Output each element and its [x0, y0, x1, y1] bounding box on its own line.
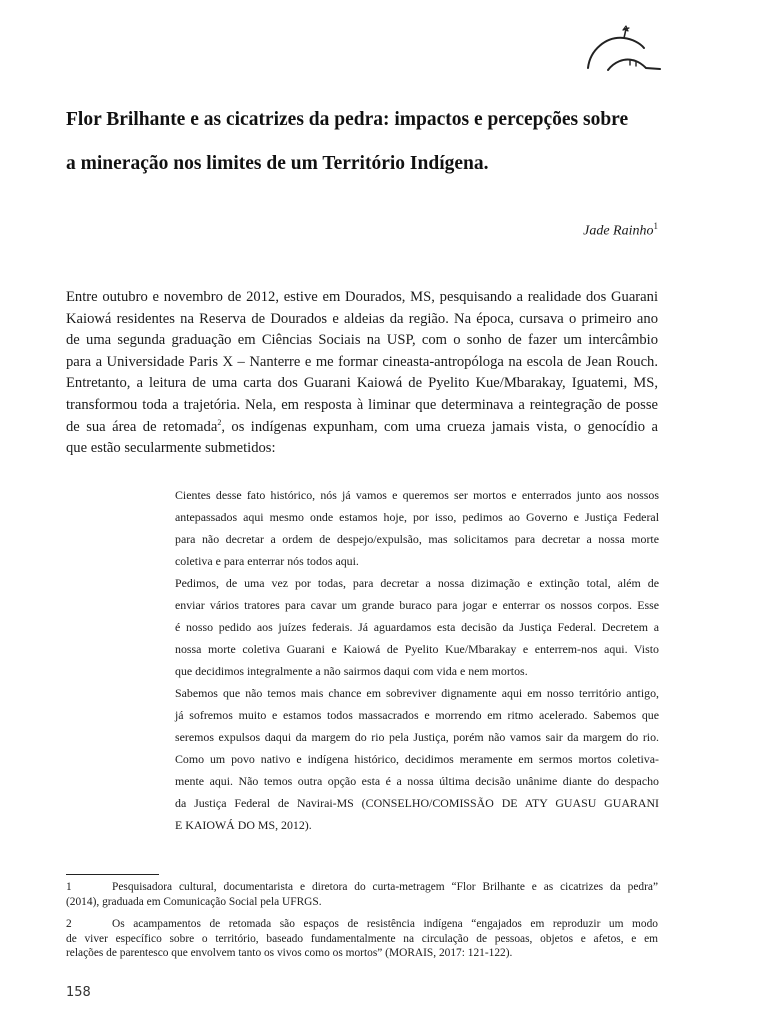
quote-line: da Justiça Federal de Navirai-MS (CONSELHO/COMISSÃO DE ATY GUASU GUARANI [175, 796, 659, 810]
block-quote [175, 484, 659, 836]
quote-line: já sofremos muito e estamos todos massacrados e morrendo em ritmo acelerado. Sabemos que [175, 708, 659, 722]
quote-line: mente aqui. Não temos outra opção esta é a nossa última decisão unânime diante do despacho [175, 774, 659, 788]
footnote-text: Os acampamentos de retomada são espaços de resistência indígena “engajados em reproduzir um modo [112, 918, 658, 931]
footnote-line [66, 880, 658, 895]
footnote-1 [66, 880, 658, 909]
intro-text: , os indígenas expunham, com uma crueza jamais vista, o genocídio a [221, 418, 658, 435]
footnote-line: relações de parentesco que envolvem tanto os vivos como os mortos” (MORAIS, 2017: 121-122). [66, 947, 513, 960]
intro-line: Kaiowá residentes na Reserva de Dourados e aldeias da região. Na época, cursava o primeiro ano [66, 310, 658, 327]
quote-line: Como um povo nativo e indígena histórico, decidimos meramente em sermos mortos coletiva- [175, 752, 659, 766]
intro-line: que estão secularmente submetidos: [66, 440, 276, 457]
quote-line: coletiva e para enterrar nós todos aqui. [175, 554, 359, 568]
quote-line: é nosso pedido aos juízes federais. Já aguardamos esta decisão da Justiça Federal. Decretem a [175, 620, 659, 634]
quote-line: antepassados aqui mesmo onde estamos hoje, por isso, pedimos ao Governo e Justiça Federal [175, 510, 659, 524]
footnote-number: 1 [66, 881, 72, 893]
intro-line: de uma segunda graduação em Ciências Sociais na USP, com o sonho de fazer um intercâmbio [66, 332, 658, 349]
quote-line: nossa morte coletiva Guarani e Kaiowá de Pyelito Kue/Mbarakay e enterrem-nos aqui. Visto [175, 642, 659, 656]
quote-line: Cientes desse fato histórico, nós já vamos e queremos ser mortos e enterrados junto aos nossos [175, 488, 659, 502]
intro-paragraph [66, 287, 658, 460]
footnotes [66, 880, 658, 969]
quote-line: E KAIOWÁ DO MS, 2012). [175, 818, 312, 832]
intro-line: Entre outubro e novembro de 2012, estive em Dourados, MS, pesquisando a realidade dos Guarani [66, 289, 658, 305]
author-footnote-ref: 1 [653, 221, 658, 231]
quote-line: Sabemos que não temos mais chance em sobreviver dignamente aqui em nosso território antigo, [175, 686, 659, 700]
intro-text: de sua área de retomada [66, 418, 218, 435]
quote-line: Pedimos, de uma vez por todas, para decretar a nossa dizimação e extinção total, além de [175, 576, 659, 590]
footnote-line: (2014), graduada em Comunicação Social pela UFRGS. [66, 895, 322, 908]
shooting-star-hill-icon [584, 24, 662, 76]
title-line-1: Flor Brilhante e as cicatrizes da pedra: impactos e percepções sobre [66, 109, 629, 130]
quote-line: para não decretar a ordem de despejo/expulsão, mas solicitamos para decretar a nossa morte [175, 532, 659, 546]
page-number: 158 [66, 985, 91, 1000]
footnote-divider [66, 874, 159, 875]
quote-line: que decidimos integralmente a não sairmos daqui com vida e nem mortos. [175, 664, 528, 678]
author-name: Jade Rainho [583, 223, 654, 239]
intro-line-with-ref [66, 417, 658, 439]
footnote-text: Pesquisadora cultural, documentarista e diretora do curta-metragem “Flor Brilhante e as cicatrizes da pedra” [112, 881, 658, 893]
intro-line: para a Universidade Paris X – Nanterre e me formar cineasta-antropóloga na escola de Jean Rouch. [66, 353, 658, 370]
title-line-2: a mineração nos limites de um Território Indígena. [66, 153, 489, 174]
quote-line: enviar vários tratores para cavar um grande buraco para jogar e enterrar os nossos corpos. Esse [175, 598, 659, 612]
footnote-number: 2 [66, 918, 72, 931]
quote-line: seremos expulsos daqui da margem do rio pela Justiça, porém não vamos sair da margem do rio. [175, 730, 659, 744]
footnote-2 [66, 917, 658, 961]
author-byline [583, 221, 658, 240]
footnote-line [66, 917, 658, 932]
footnote-ref-2: 2 [217, 417, 222, 427]
footnote-line: de viver específico sobre o território, baseado fundamentalmente na circulação de pessoas, objetos e afetos, e em [66, 932, 658, 945]
intro-line: transformou toda a trajetória. Nela, em resposta à liminar que determinava a reintegração de posse [66, 396, 658, 413]
intro-line: Entretanto, a leitura de uma carta dos Guarani Kaiowá de Pyelito Kue/Mbarakay, Iguatemi, MS, [66, 375, 658, 392]
article-title [66, 98, 666, 186]
